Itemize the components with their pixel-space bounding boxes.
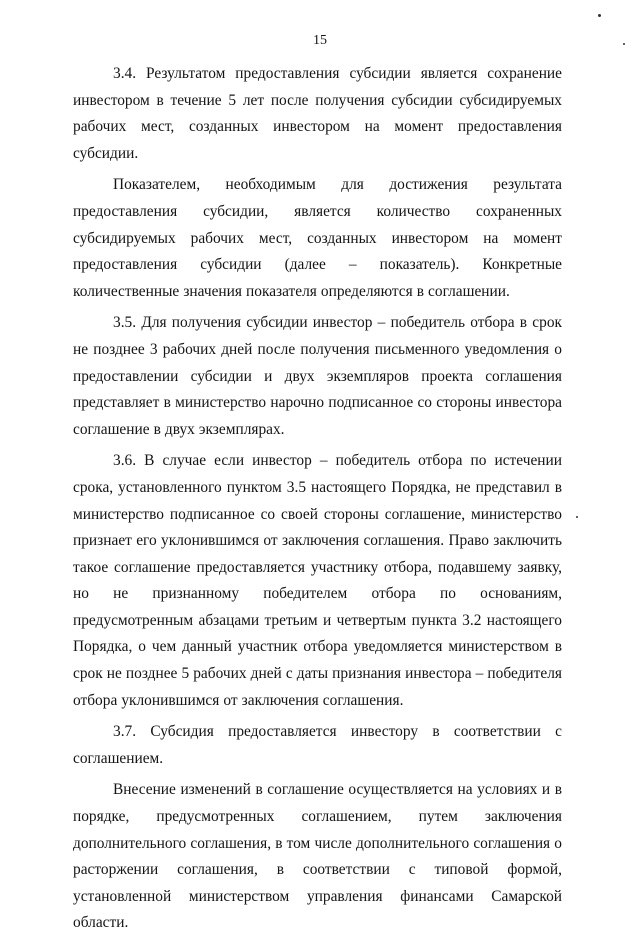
- paragraph-3-5: 3.5. Для получения субсидии инвестор – победитель отбора в срок не позднее 3 рабочих дней после получения письменного уведомления о предоставлении субсидии и двух экземпляров проекта соглашения представляет в министерство нарочно подписанное со стороны инвестора соглашение в двух экземплярах.: [73, 314, 562, 438]
- paragraph-3-4: 3.4. Результатом предоставления субсидии является сохранение инвестором в течение 5 лет после получения субсидии субсидируемых рабочих мест, созданных инвестором на момент предоставления субсидии.: [73, 65, 562, 162]
- paragraph-3-7: 3.7. Субсидия предоставляется инвестору в соответствии с соглашением.: [73, 723, 562, 767]
- page-number: 15: [313, 33, 327, 48]
- paragraph-3-6: 3.6. В случае если инвестор – победитель отбора по истечении срока, установленного пунктом 3.5 настоящего Порядка, не представил в министерство подписанное со своей стороны соглашение, министерство признает его уклонившимся от заключения соглашения. Право заключить такое соглашение предоставляется участнику отбора, подавшему заявку, но не признанному победителем отбора по основаниям, предусмотренным абзацами третьим и четвертым пункта 3.2 настоящего Порядка, о чем данный участник отбора уведомляется министерством в срок не позднее 5 рабочих дней с даты признания инвестора – победителя отбора уклонившимся от заключения соглашения.: [73, 452, 562, 709]
- scan-speck-top: [598, 14, 601, 17]
- scan-speck-margin: [576, 516, 578, 518]
- scan-speck-right: [623, 43, 625, 45]
- paragraph-3-7-amendments: Внесение изменений в соглашение осуществляется на условиях и в порядке, предусмотренных соглашением, путем заключения дополнительного соглашения, в том числе дополнительного соглашения о расторжении соглашения, в соответствии с типовой формой, установленной министерством управления финансами Самарской области.: [73, 781, 562, 932]
- document-body: [73, 61, 562, 937]
- paragraph-3-4-indicator: Показателем, необходимым для достижения результата предоставления субсидии, является количество сохраненных субсидируемых рабочих мест, созданных инвестором на момент предоставления субсидии (далее – показатель). Конкретные количественные значения показателя определяются в соглашении.: [73, 176, 562, 300]
